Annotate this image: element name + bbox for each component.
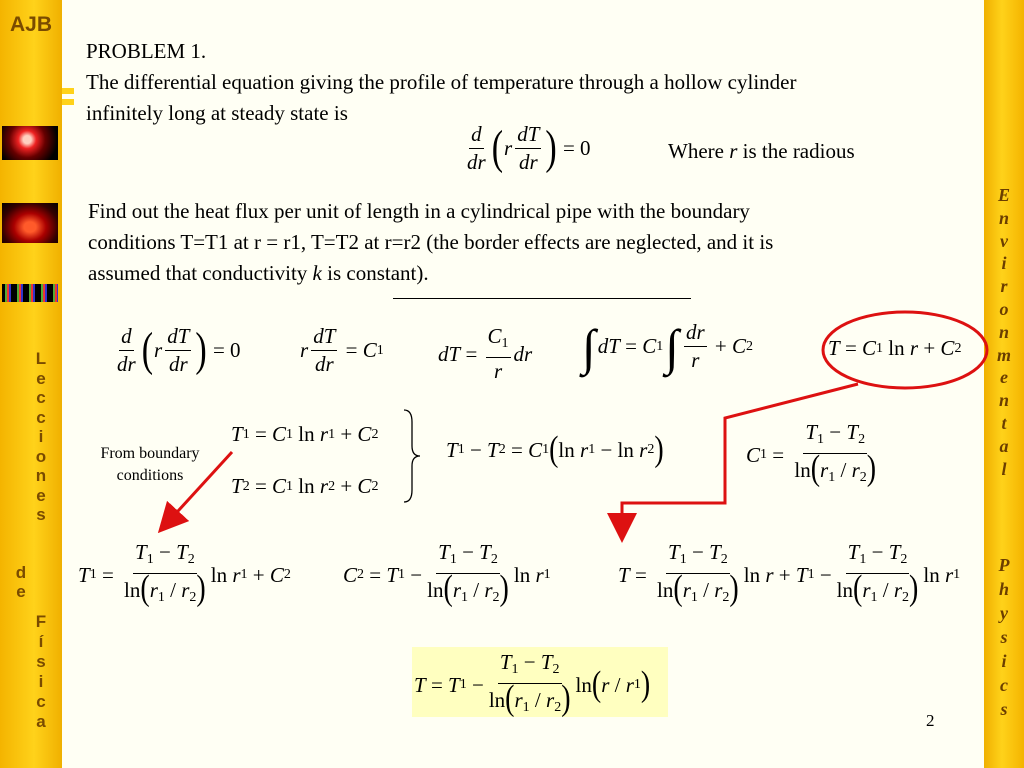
logo-letter: B [36,13,53,36]
fisica-letter: F [35,612,47,631]
general-solution: T = C 1 ln r + C 2 [828,336,962,360]
environmental-letter: a [999,435,1009,456]
ode-equation: $\frac{d}{dr}$ ( r $\frac{dT}{dr}$ ) = 0 [467,121,591,174]
separated-form: dT = $\frac{C_1}{r}$ dr [438,324,533,383]
task-text-line3: assumed that conductivity k is constant). [88,261,429,285]
problem-text-line2: infinitely long at steady state is [86,101,348,125]
fisica-letter: a [36,712,46,731]
lecciones-letter: s [36,505,46,524]
highlight-ellipse [823,312,987,388]
fisica-letter: s [36,652,46,671]
physics-letter: s [1000,699,1008,719]
first-integral: r $\frac{dT}{dr}$ = C 1 [300,324,384,376]
physics-letter: P [998,555,1010,575]
environmental-letter: m [996,344,1011,365]
environmental-letter: l [1001,458,1007,479]
environmental-letter: e [1000,367,1008,388]
radius-note: Where r is the radious [668,139,855,163]
fisica-letter: c [36,692,46,711]
de-letter: d [15,563,27,582]
arrow-to-t1-substitution [168,452,232,522]
lecciones-letter: e [36,368,46,388]
boundary-eq-1: T 1 = C 1 ln r 1 + C 2 [231,422,379,446]
page-number: 2 [926,711,935,730]
c1-solution: C 1 = $\frac{T_1 - T_2}{\ln(r_1 / r_2)}$ [746,420,877,489]
task-text-line1: Find out the heat flux per unit of length in a cylindrical pipe with the boundary [88,199,750,223]
boundary-eq-2: T 2 = C 1 ln r 2 + C 2 [231,474,379,498]
problem-text-line1: The differential equation giving the profile of temperature through a hollow cylinder [86,70,797,94]
t1-substitution: T 1 = $\frac{T_1 - T_2}{\ln(r_1 / r_2)}$ ln r 1 + C 2 [78,540,291,609]
final-result: T = T 1 − $\frac{T_1 - T_2}{\ln(r_1 / r_2)}$ ln ( r / r 1 ) [414,650,651,719]
lecciones-letter: i [38,427,44,446]
lecciones-letter: o [35,446,47,466]
lecciones-letter: c [36,388,46,407]
task-text-line2: conditions T=T1 at r = r1, T=T2 at r=r2 (the border effects are neglected, and it is [88,230,774,254]
environmental-letter: n [998,207,1009,228]
environmental-letter: o [999,298,1009,319]
environmental-letter: i [1001,253,1007,274]
logo-letter: A [9,13,26,36]
environmental-letter: E [997,185,1010,205]
physics-letter: c [1000,675,1008,695]
lecciones-letter: e [36,485,46,505]
fisica-letter: í [38,632,44,651]
physics-letter: y [1000,603,1008,623]
physics-letter: s [1000,627,1008,647]
physics-letter: h [998,579,1009,599]
lecciones-letter: L [35,349,47,368]
difference-equation: T 1 − T 2 = C 1 ( ln r 1 − ln r 2 ) [446,429,664,470]
de-letter: e [16,582,26,601]
problem-title: PROBLEM 1. [86,39,207,63]
fisica-letter: i [38,672,44,691]
lecciones-letter: c [36,407,46,427]
lecciones-letter: n [35,466,47,485]
ode-repeat: $\frac{d}{dr}$ ( r $\frac{dT}{dr}$ ) = 0 [117,323,241,376]
arrow-to-full-solution [622,384,858,528]
physics-letter: i [1001,651,1007,671]
environmental-letter: t [1001,412,1007,433]
environmental-letter: n [998,390,1009,411]
environmental-letter: v [1000,230,1008,251]
environmental-letter: n [998,321,1009,342]
boundary-label: From boundary conditions [100,445,200,484]
environmental-letter: r [1000,276,1008,297]
c2-solution: C 2 = T 1 − $\frac{T_1 - T_2}{\ln(r_1 / r_2)}$ ln r 1 [343,540,551,609]
logo-letter: J [25,13,37,36]
integral-form: ∫ dT = C 1 ∫ $\frac{dr}{r}$ + C 2 [582,318,753,375]
full-solution: T = $\frac{T_1 - T_2}{\ln(r_1 / r_2)}$ ln r + T 1 − $\frac{T_1 - T_2}{\ln(r_1 / r_2)}$ ln r 1 [618,540,961,609]
